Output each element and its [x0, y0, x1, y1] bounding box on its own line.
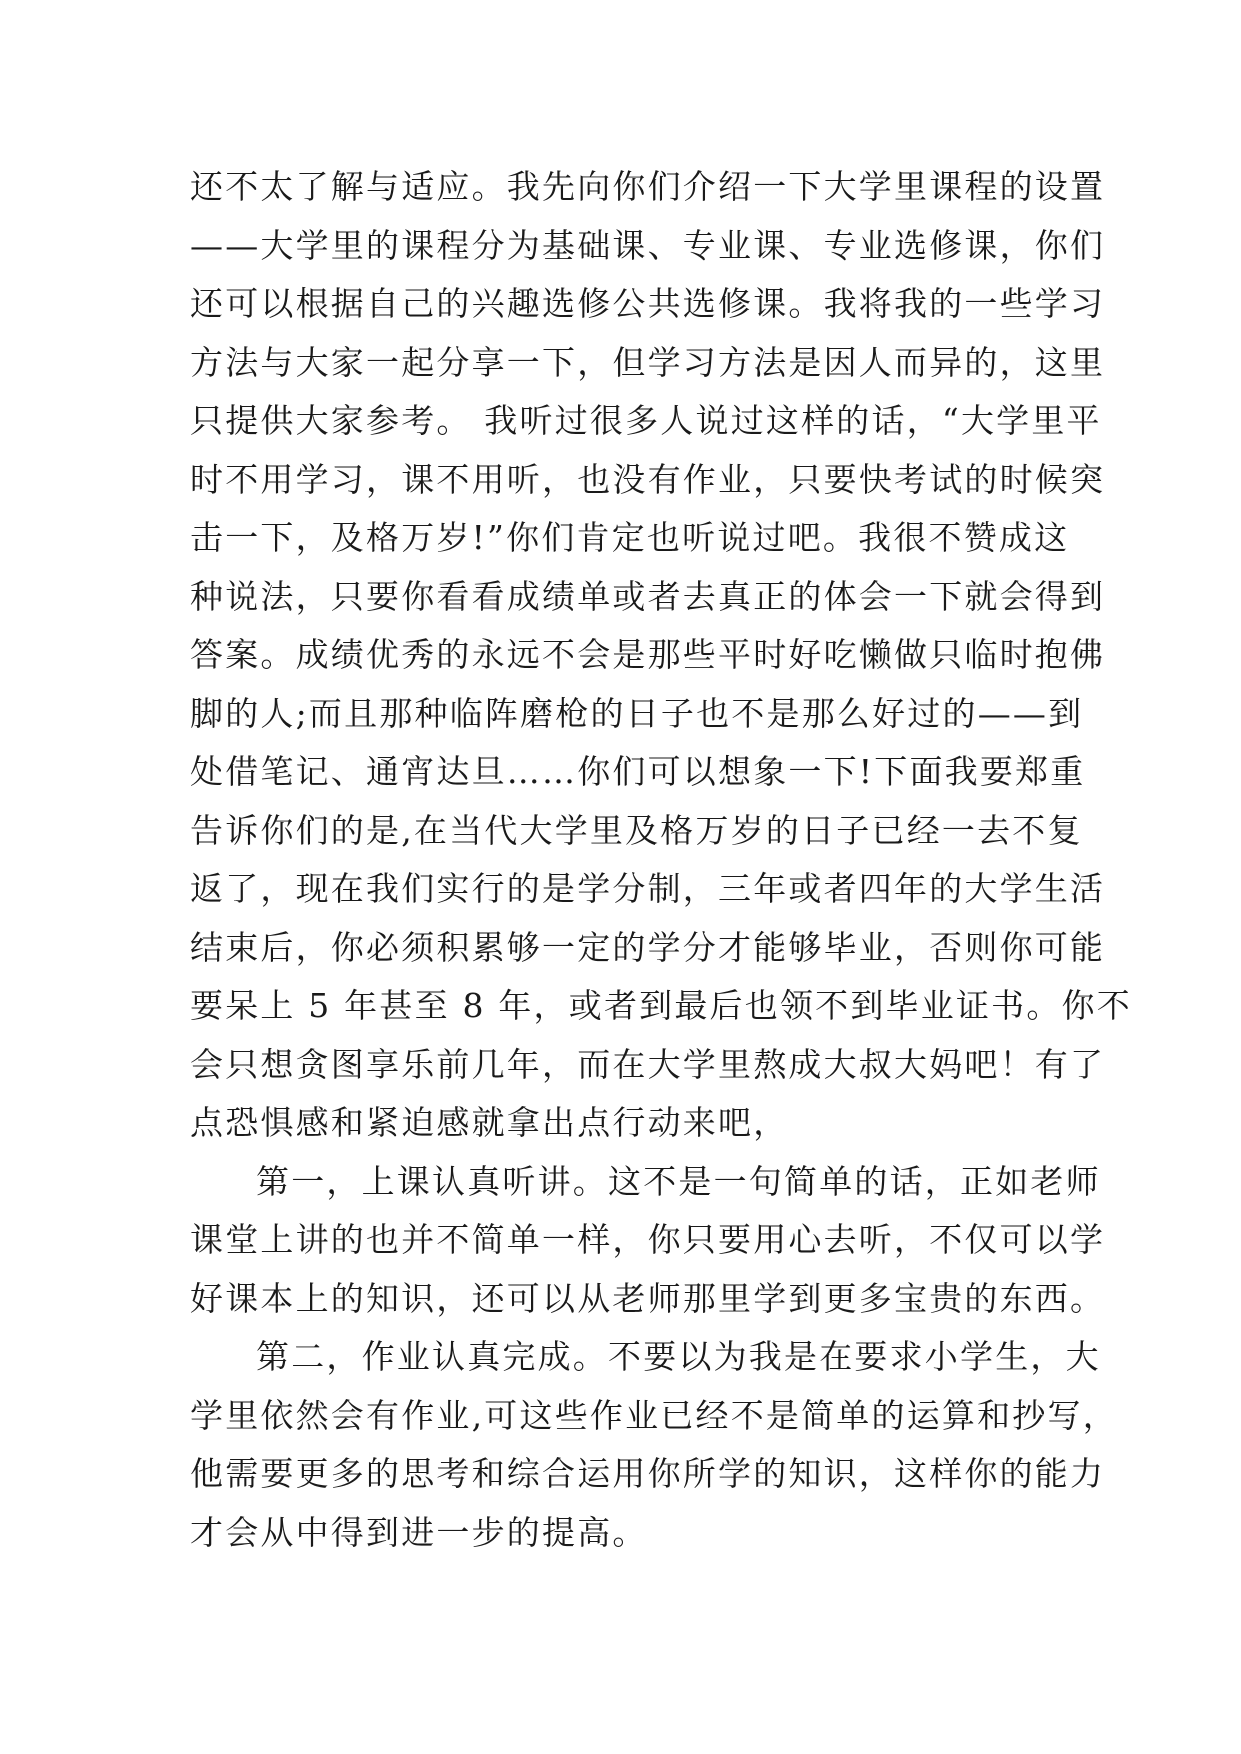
text-line: 他需要更多的思考和综合运用你所学的知识，这样你的能力 — [190, 1454, 1106, 1493]
text-line: 还可以根据自己的兴趣选修公共选修课。我将我的一些学习 — [190, 284, 1106, 323]
paragraph-first-line: 第一，上课认真听讲。这不是一句简单的话，正如老师 — [256, 1161, 1101, 1201]
text-line: 告诉你们的是,在当代大学里及格万岁的日子已经一去不复 — [190, 810, 1083, 850]
text-line: 返了，现在我们实行的是学分制，三年或者四年的大学生活 — [190, 869, 1106, 908]
text-line: 时不用学习，课不用听，也没有作业，只要快考试的时候突 — [190, 459, 1106, 499]
text-line: 只提供大家参考。 我听过很多人说过这样的话，“大学里平 — [190, 401, 1102, 440]
text-line: 课堂上讲的也并不简单一样，你只要用心去听，不仅可以学 — [190, 1220, 1106, 1259]
text-line: 才会从中得到进一步的提高。 — [190, 1512, 648, 1552]
text-line: 答案。成绩优秀的永远不会是那些平时好吃懒做只临时抱佛 — [190, 635, 1106, 674]
text-line: 学里依然会有作业,可这些作业已经不是简单的运算和抄写， — [190, 1395, 1118, 1435]
text-line: 好课本上的知识，还可以从老师那里学到更多宝贵的东西。 — [190, 1278, 1106, 1318]
text-line: 处借笔记、通宵达旦……你们可以想象一下!下面我要郑重 — [190, 752, 1086, 791]
text-line: ——大学里的课程分为基础课、专业课、专业选修课，你们 — [190, 225, 1106, 265]
paragraph-first-line: 第二，作业认真完成。不要以为我是在要求小学生，大 — [256, 1337, 1101, 1376]
text-line: 点恐惧感和紧迫感就拿出点行动来吧， — [190, 1103, 789, 1142]
text-line: 击一下，及格万岁!”你们肯定也听说过吧。我很不赞成这 — [190, 518, 1070, 557]
text-line: 种说法，只要你看看成绩单或者去真正的体会一下就会得到 — [190, 576, 1106, 616]
text-line: 方法与大家一起分享一下，但学习方法是因人而异的，这里 — [190, 342, 1106, 382]
text-line: 要呆上 5 年甚至 8 年，或者到最后也领不到毕业证书。你不 — [190, 986, 1132, 1025]
text-line: 结束后，你必须积累够一定的学分才能够毕业，否则你可能 — [190, 927, 1106, 967]
body-text — [190, 158, 1132, 1562]
text-line: 还不太了解与适应。我先向你们介绍一下大学里课程的设置 — [190, 167, 1106, 206]
text-line: 脚的人;而且那种临阵磨枪的日子也不是那么好过的——到 — [190, 693, 1084, 733]
text-line: 会只想贪图享乐前几年，而在大学里熬成大叔大妈吧！有了 — [190, 1044, 1106, 1084]
